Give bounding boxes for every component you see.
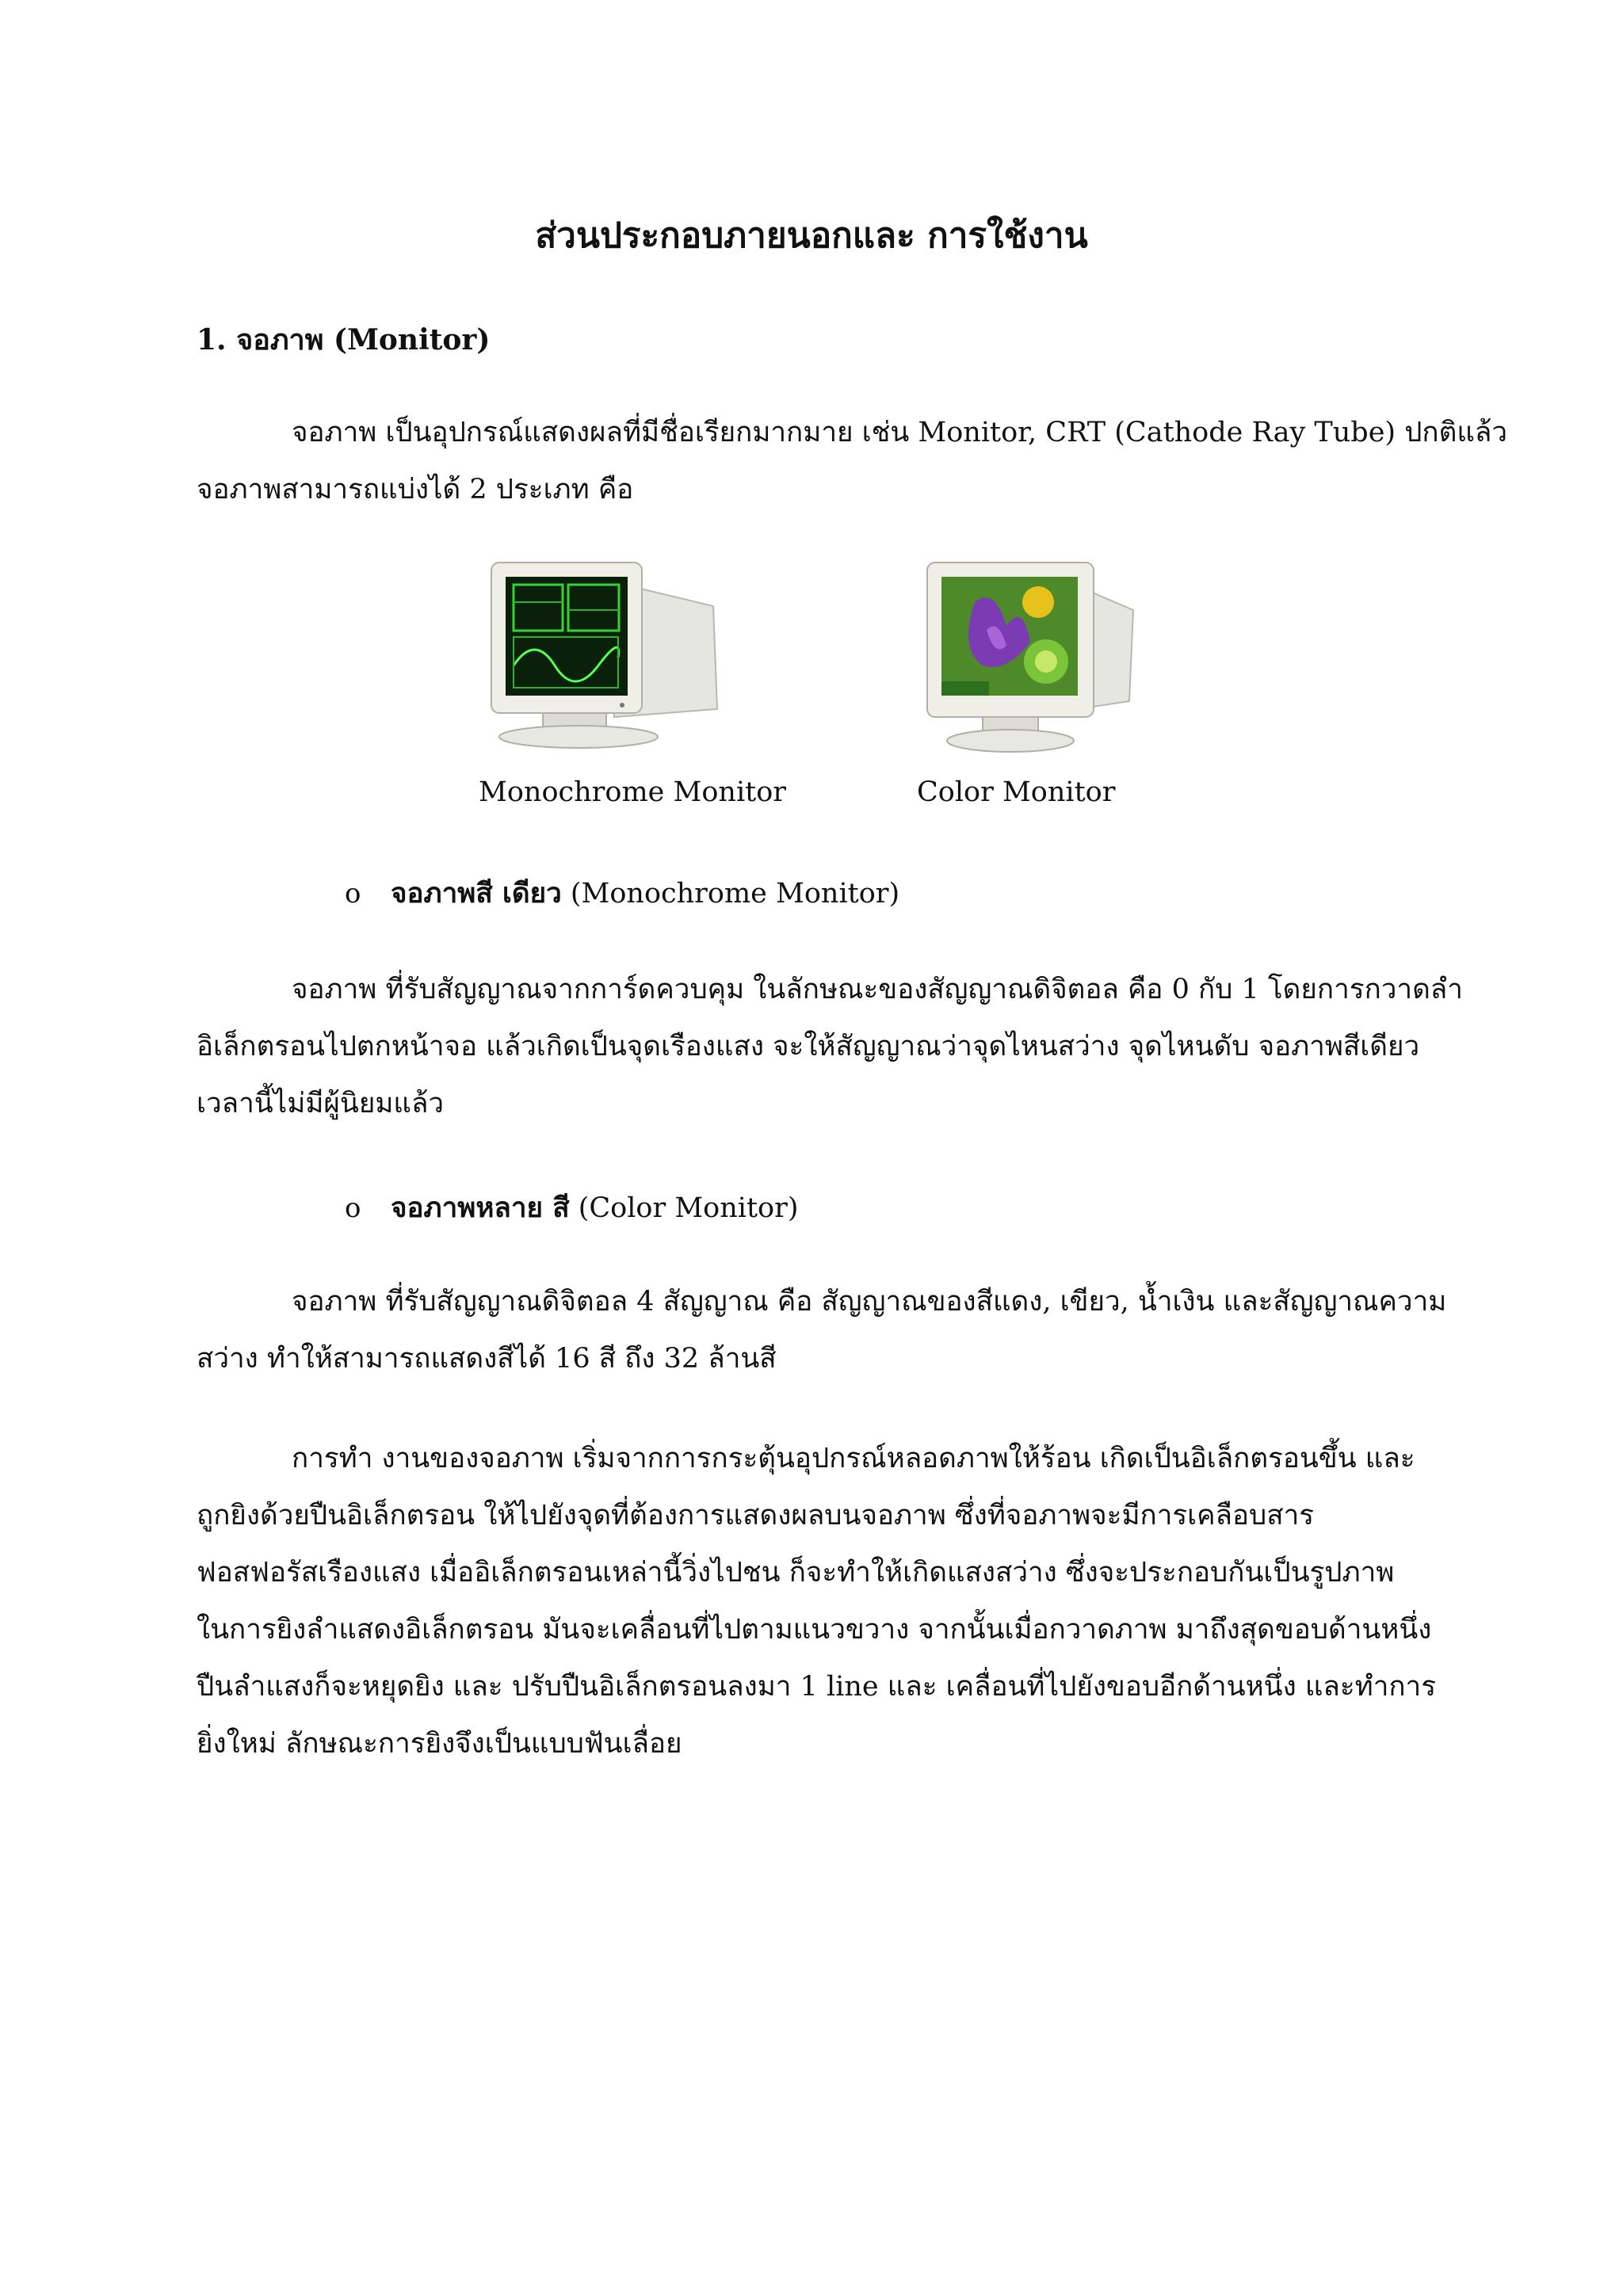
operation-paragraph [197, 1430, 1436, 1772]
bullet-bold-text: จอภาพสี เดียว [391, 877, 562, 910]
text-line: สว่าง ทำให้สามารถแสดงสีได้ 16 สี ถึง 32 ล้านสี [197, 1343, 777, 1375]
text-line: จอภาพ เป็นอุปกรณ์แสดงผลที่มีชื่อเรียกมากมาย เช่น Monitor, CRT (Cathode Ray Tube) ปกติแล้ว [292, 417, 1508, 448]
color-monitor-image [919, 555, 1141, 764]
color-paragraph [197, 1273, 1447, 1387]
text-line: จอภาพสามารถแบ่งได้ 2 ประเภท คือ [197, 474, 634, 505]
monochrome-paragraph [197, 961, 1463, 1132]
monochrome-monitor-image [479, 555, 733, 760]
text-line: ฟอสฟอรัสเรืองแสง เมื่ออิเล็กตรอนเหล่านี้วิ่งไปชน ก็จะทำให้เกิดแสงสว่าง ซึ่งจะประกอบกันเป็นรูปภาพ [197, 1557, 1395, 1589]
bullet-color [345, 1186, 798, 1230]
bullet-text: (Color Monitor) [569, 1192, 799, 1224]
bullet-bold-text: จอภาพหลาย สี [391, 1192, 570, 1224]
bullet-marker: o [345, 878, 361, 910]
color-monitor-caption: Color Monitor [917, 776, 1116, 808]
monochrome-monitor-icon [479, 555, 733, 757]
text-line: การทำ งานของจอภาพ เริ่มจากการกระตุ้นอุปกรณ์หลอดภาพให้ร้อน เกิดเป็นอิเล็กตรอนขึ้น และ [292, 1443, 1415, 1474]
text-line: ถูกยิงด้วยปืนอิเล็กตรอน ให้ไปยังจุดที่ต้องการแสดงผลบนจอภาพ ซึ่งที่จอภาพจะมีการเคลือบสาร [197, 1500, 1315, 1531]
text-line: ยิ่งใหม่ ลักษณะการยิงจึงเป็นแบบฟันเลื่อย [197, 1728, 682, 1760]
text-line: ในการยิงลำแสดงอิเล็กตรอน มันจะเคลื่อนที่ไปตามแนวขวาง จากนั้นเมื่อกวาดภาพ มาถึงสุดขอบด้านหนึ่ง [197, 1614, 1432, 1646]
color-monitor-icon [919, 555, 1141, 761]
monochrome-monitor-caption: Monochrome Monitor [479, 776, 787, 808]
bullet-monochrome [345, 871, 899, 915]
text-line: อิเล็กตรอนไปตกหน้าจอ แล้วเกิดเป็นจุดเรืองแสง จะให้สัญญาณว่าจุดไหนสว่าง จุดไหนดับ จอภาพสีเดียว [197, 1031, 1420, 1062]
text-line: ปืนลำแสงก็จะหยุดยิง และ ปรับปืนอิเล็กตรอนลงมา 1 line และ เคลื่อนที่ไปยังขอบอีกด้านหนึ่ง และทำการ [197, 1671, 1436, 1703]
page-title: ส่วนประกอบภายนอกและ การใช้งาน [535, 215, 1088, 256]
bullet-text: (Monochrome Monitor) [561, 878, 900, 910]
text-line: จอภาพ ที่รับสัญญาณดิจิตอล 4 สัญญาณ คือ สัญญาณของสีแดง, เขียว, น้ำเงิน และสัญญาณความ [292, 1286, 1447, 1318]
text-line: จอภาพ ที่รับสัญญาณจากการ์ดควบคุม ในลักษณะของสัญญาณดิจิตอล คือ 0 กับ 1 โดยการกวาดลำ [292, 974, 1463, 1005]
bullet-marker: o [345, 1192, 361, 1224]
text-line: เวลานี้ไม่มีผู้นิยมแล้ว [197, 1088, 445, 1119]
section-heading: 1. จอภาพ (Monitor) [197, 323, 491, 357]
intro-paragraph [197, 404, 1508, 518]
